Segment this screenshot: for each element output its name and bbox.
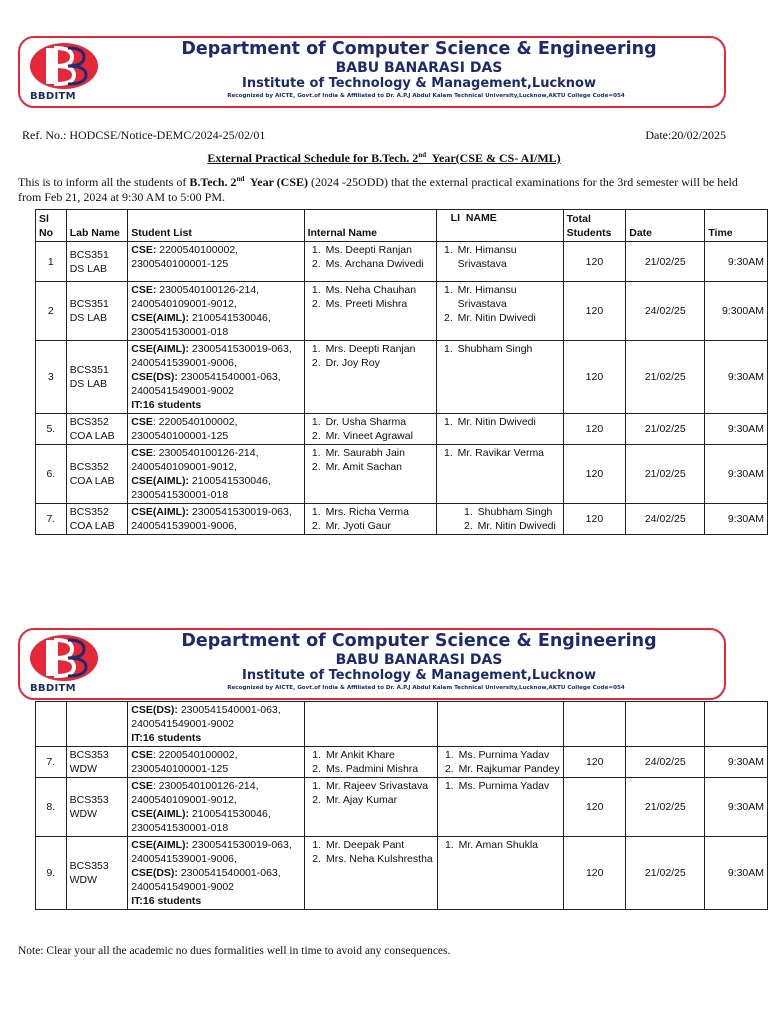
table-row [36,504,768,535]
student-group-label: CSE(AIML): [131,506,189,518]
table-row [36,242,768,282]
header-sl-no: Sl No [36,210,67,242]
lab-instructor: 1. Shubham Singh [456,342,560,356]
student-group-label: IT:16 students [131,399,202,411]
cell-li-name [436,504,563,535]
header-li-name: LI NAME [436,210,563,242]
internal-examiner: 2. Ms. Archana Dwivedi [324,257,433,271]
cell-sl-no: 2 [36,282,67,341]
cell-sl-no: 1 [36,242,67,282]
student-group [131,342,300,370]
logo-text: BBDITM [30,683,76,694]
student-group-label: IT:16 students [131,732,202,744]
cell-li-name [436,282,563,341]
table-row [36,837,768,910]
student-group [131,894,301,908]
lab-instructor: 1. Shubham Singh [476,505,560,519]
student-group [131,370,300,398]
cell-total-students: 120 [563,242,626,282]
internal-examiner: 2. Mrs. Neha Kulshrestha [324,852,434,866]
student-group-rolls: 2100541530046, 2300541530001-018 [131,808,271,834]
student-group-rolls: 2100541530046, 2300541530001-018 [131,312,271,338]
lab-name-text: BCS352 COA LAB [69,416,115,442]
internal-examiner: 1. Ms. Deepti Ranjan [324,243,433,257]
cell-lab-name [66,702,128,747]
internal-examiner: 1. Mr. Rajeev Srivastava [324,779,434,793]
cell-lab-name [66,414,128,445]
student-group-rolls: : 2200540100002, 2300540100001-125 [131,749,238,775]
student-group [131,838,301,866]
cell-lab-name [66,837,128,910]
student-group [131,415,300,443]
student-group-label: CSE(AIML): [131,312,189,324]
header-time: Time [705,210,768,242]
cell-sl-no: 7. [36,747,67,778]
student-group-label: CSE: [131,244,157,256]
schedule-table-continued [35,701,768,910]
internal-examiner: 1. Mrs. Richa Verma [324,505,433,519]
cell-internal-name [304,242,436,282]
internal-examiner: 2. Ms. Preeti Mishra [324,297,433,311]
cell-internal-name [304,702,437,747]
student-group-rolls: 2300541530019-063, 2400541539001-9006, [131,343,292,369]
cell-sl-no: 6. [36,445,67,504]
student-group-label: CSE(DS): [131,371,178,383]
cell-total-students [564,702,626,747]
cell-li-name [436,445,563,504]
cell-lab-name [66,341,128,414]
student-group [131,398,300,412]
cell-internal-name [304,282,436,341]
table-row [36,341,768,414]
cell-total-students: 120 [564,837,626,910]
student-group-rolls: 2300541540001-063, 2400541549001-9002 [131,867,281,893]
table-header-row [36,210,768,242]
table-row [36,445,768,504]
cell-lab-name [66,778,128,837]
cell-total-students: 120 [563,341,626,414]
student-group-label: IT:16 students [131,895,202,907]
cell-li-name [437,702,564,747]
internal-examiner: 2. Mr. Amit Sachan [324,460,433,474]
cell-time: 9:30AM [705,445,768,504]
student-group-label: CSE [131,447,153,459]
cell-time: 9:30AM [705,747,768,778]
table-row [36,747,768,778]
cell-date: 24/02/25 [626,747,705,778]
lab-name-text: BCS353 WDW [69,860,109,886]
cell-total-students: 120 [563,282,626,341]
header-date: Date [626,210,705,242]
lab-name-text: BCS352 COA LAB [69,461,115,487]
student-group-label: CSE [131,416,153,428]
internal-examiner: 2. Ms. Padmini Mishra [324,762,434,776]
cell-li-name [437,778,564,837]
student-group-rolls: : 2200540100002, 2300540100001-125 [131,416,238,442]
institute-subtitle: Institute of Technology & Management,Lucknow [241,668,596,683]
notice-date: Date:20/02/2025 [645,128,726,142]
student-group-rolls: : 2300540100126-214, 2400540109001-9012, [131,447,259,473]
cell-student-list [128,747,305,778]
lab-name-text: BCS351 DS LAB [69,248,109,275]
lab-name-text: BCS352 COA LAB [69,506,115,532]
header-lab-name: Lab Name [66,210,128,242]
student-group-rolls: 2100541530046, 2300541530001-018 [131,475,271,501]
letterhead-page-2 [18,628,726,700]
student-group-label: CSE(DS): [131,867,178,879]
student-group-label: CSE(AIML): [131,808,189,820]
recognition-line: Recognized by AICTE, Govt.of India & Affiliated to Dr. A.P.J Abdul Kalam Technical University,Lucknow,AKTU College Code=054 [227,93,625,99]
lab-instructor: 2. Mr. Nitin Dwivedi [476,519,560,533]
cell-li-name [437,747,564,778]
schedule-table [35,209,768,535]
cell-lab-name [66,445,128,504]
logo-text: BBDITM [30,91,76,102]
cell-student-list [128,504,304,535]
cell-time: 9:30AM [705,837,768,910]
lab-name-text: BCS353 WDW [69,749,109,775]
cell-lab-name [66,242,128,282]
cell-date: 21/02/25 [626,778,705,837]
student-group [131,703,301,731]
student-group-label: CSE(AIML): [131,839,189,851]
table-row [36,778,768,837]
cell-date: 21/02/25 [626,414,705,445]
student-group-rolls: 2300541540001-063, 2400541549001-9002 [131,704,281,730]
cell-lab-name [66,747,128,778]
lab-instructor: 2. Mr. Rajkumar Pandey [457,762,561,776]
student-group [131,505,300,533]
cell-total-students: 120 [564,778,626,837]
internal-examiner: 2. Mr. Jyoti Gaur [324,519,433,533]
cell-li-name [437,837,564,910]
reference-number: Ref. No.: HODCSE/Notice-DEMC/2024-25/02/01 [22,128,266,142]
cell-lab-name [66,282,128,341]
lab-instructor: 1. Mr. Himansu Srivastava [456,283,560,311]
department-name: Department of Computer Science & Engineering [181,631,657,651]
table-row [36,282,768,341]
cell-internal-name [304,445,436,504]
cell-student-list [128,778,305,837]
cell-time: 9:30AM [705,778,768,837]
cell-time: 9:30AM [705,414,768,445]
cell-time: 9:30AM [705,341,768,414]
cell-student-list [128,242,304,282]
cell-date: 24/02/25 [626,504,705,535]
cell-total-students: 120 [564,747,626,778]
internal-examiner: 1. Mr. Deepak Pant [324,838,434,852]
cell-time: 9:30AM [705,242,768,282]
cell-total-students: 120 [563,504,626,535]
internal-examiner: 2. Dr. Joy Roy [324,356,433,370]
lab-instructor: 1. Mr. Himansu Srivastava [456,243,560,271]
cell-sl-no: 5. [36,414,67,445]
cell-internal-name [304,747,437,778]
internal-examiner: 1. Ms. Neha Chauhan [324,283,433,297]
cell-internal-name [304,837,437,910]
bbditm-logo-icon [24,632,124,684]
bbditm-logo-icon [24,40,124,92]
cell-student-list [128,414,304,445]
student-group-rolls: 2300540100126-214, 2400540109001-9012, [131,284,260,310]
cell-internal-name [304,778,437,837]
student-group-label: CSE [131,749,153,761]
cell-total-students: 120 [563,445,626,504]
cell-student-list [128,445,304,504]
student-group [131,311,300,339]
cell-date [626,702,705,747]
lab-instructor: 1. Ms. Purnima Yadav [457,779,561,793]
table-row [36,414,768,445]
bbditm-logo [24,632,124,698]
student-group [131,748,301,776]
notice-heading: External Practical Schedule for B.Tech. 2nd Year(CSE & CS- AI/ML) [207,151,561,165]
student-group-label: CSE(AIML): [131,343,189,355]
lab-name-text: BCS351 DS LAB [69,364,109,390]
department-name: Department of Computer Science & Engineering [181,39,657,59]
internal-examiner: 1. Dr. Usha Sharma [324,415,433,429]
cell-date: 21/02/25 [626,242,705,282]
lab-name-text: BCS351 DS LAB [69,298,109,324]
header-total-students: Total Students [563,210,626,242]
cell-li-name [436,242,563,282]
cell-sl-no: 3 [36,341,67,414]
cell-time: 9:300AM [705,282,768,341]
student-group [131,283,300,311]
table-row [36,702,768,747]
institute-name: BABU BANARASI DAS [335,652,503,668]
cell-li-name [436,414,563,445]
footer-note: Note: Clear your all the academic no dues formalities well in time to avoid any consequences. [18,945,451,957]
lab-instructor: 1. Mr. Ravikar Verma [456,446,560,460]
cell-date: 24/02/25 [626,282,705,341]
cell-student-list [128,341,304,414]
student-group-label: CSE(DS): [131,704,178,716]
cell-sl-no: 9. [36,837,67,910]
recognition-line: Recognized by AICTE, Govt.of India & Affiliated to Dr. A.P.J Abdul Kalam Technical University,Lucknow,AKTU College Code=054 [227,685,625,691]
cell-sl-no: 7. [36,504,67,535]
student-group-label: CSE [131,780,153,792]
student-group-label: CSE: [131,284,157,296]
internal-examiner: 1. Mr. Saurabh Jain [324,446,433,460]
student-group [131,243,300,271]
student-group [131,779,301,807]
student-group-rolls: 2300541530019-063, 2400541539001-9006, [131,506,292,532]
cell-date: 21/02/25 [626,445,705,504]
internal-examiner: 2. Mr. Vineet Agrawal [324,429,433,443]
institute-name: BABU BANARASI DAS [335,60,503,76]
cell-time: 9:30AM [705,504,768,535]
lab-instructor: 1. Mr. Aman Shukla [457,838,561,852]
cell-student-list [128,282,304,341]
student-group [131,807,301,835]
cell-sl-no: 8. [36,778,67,837]
cell-sl-no [36,702,67,747]
cell-date: 21/02/25 [626,837,705,910]
student-group-label: CSE(AIML): [131,475,189,487]
cell-internal-name [304,341,436,414]
internal-examiner: 1. Mr Ankit Khare [324,748,434,762]
student-group [131,474,300,502]
student-group [131,866,301,894]
student-group-rolls: : 2300540100126-214, 2400540109001-9012, [131,780,259,806]
student-group [131,731,301,745]
lab-instructor: 2. Mr. Nitin Dwivedi [456,311,560,325]
header-student-list: Student List [128,210,304,242]
lab-instructor: 1. Ms. Purnima Yadav [457,748,561,762]
cell-li-name [436,341,563,414]
cell-student-list [128,837,305,910]
cell-time [705,702,768,747]
letterhead [18,36,726,108]
cell-total-students: 120 [563,414,626,445]
internal-examiner: 2. Mr. Ajay Kumar [324,793,434,807]
cell-student-list [128,702,305,747]
student-group-rolls: 2200540100002, 2300540100001-125 [131,244,239,270]
institute-subtitle: Institute of Technology & Management,Lucknow [241,76,596,91]
bbditm-logo [24,40,124,106]
student-group-rolls: 2300541540001-063, 2400541549001-9002 [131,371,281,397]
cell-internal-name [304,504,436,535]
lab-name-text: BCS353 WDW [69,794,109,820]
internal-examiner: 1. Mrs. Deepti Ranjan [324,342,433,356]
cell-lab-name [66,504,128,535]
cell-internal-name [304,414,436,445]
lab-instructor: 1. Mr. Nitin Dwivedi [456,415,560,429]
student-group [131,446,300,474]
header-internal-name: Internal Name [304,210,436,242]
student-group-rolls: 2300541530019-063, 2400541539001-9006, [131,839,292,865]
cell-date: 21/02/25 [626,341,705,414]
notice-intro: This is to inform all the students of B.Tech. 2nd Year (CSE) (2024 -25ODD) that the external practical examinations for the 3rd semester will be held from Feb 21, 2024 at 9:30 AM to 5:00 PM. [18,175,738,204]
